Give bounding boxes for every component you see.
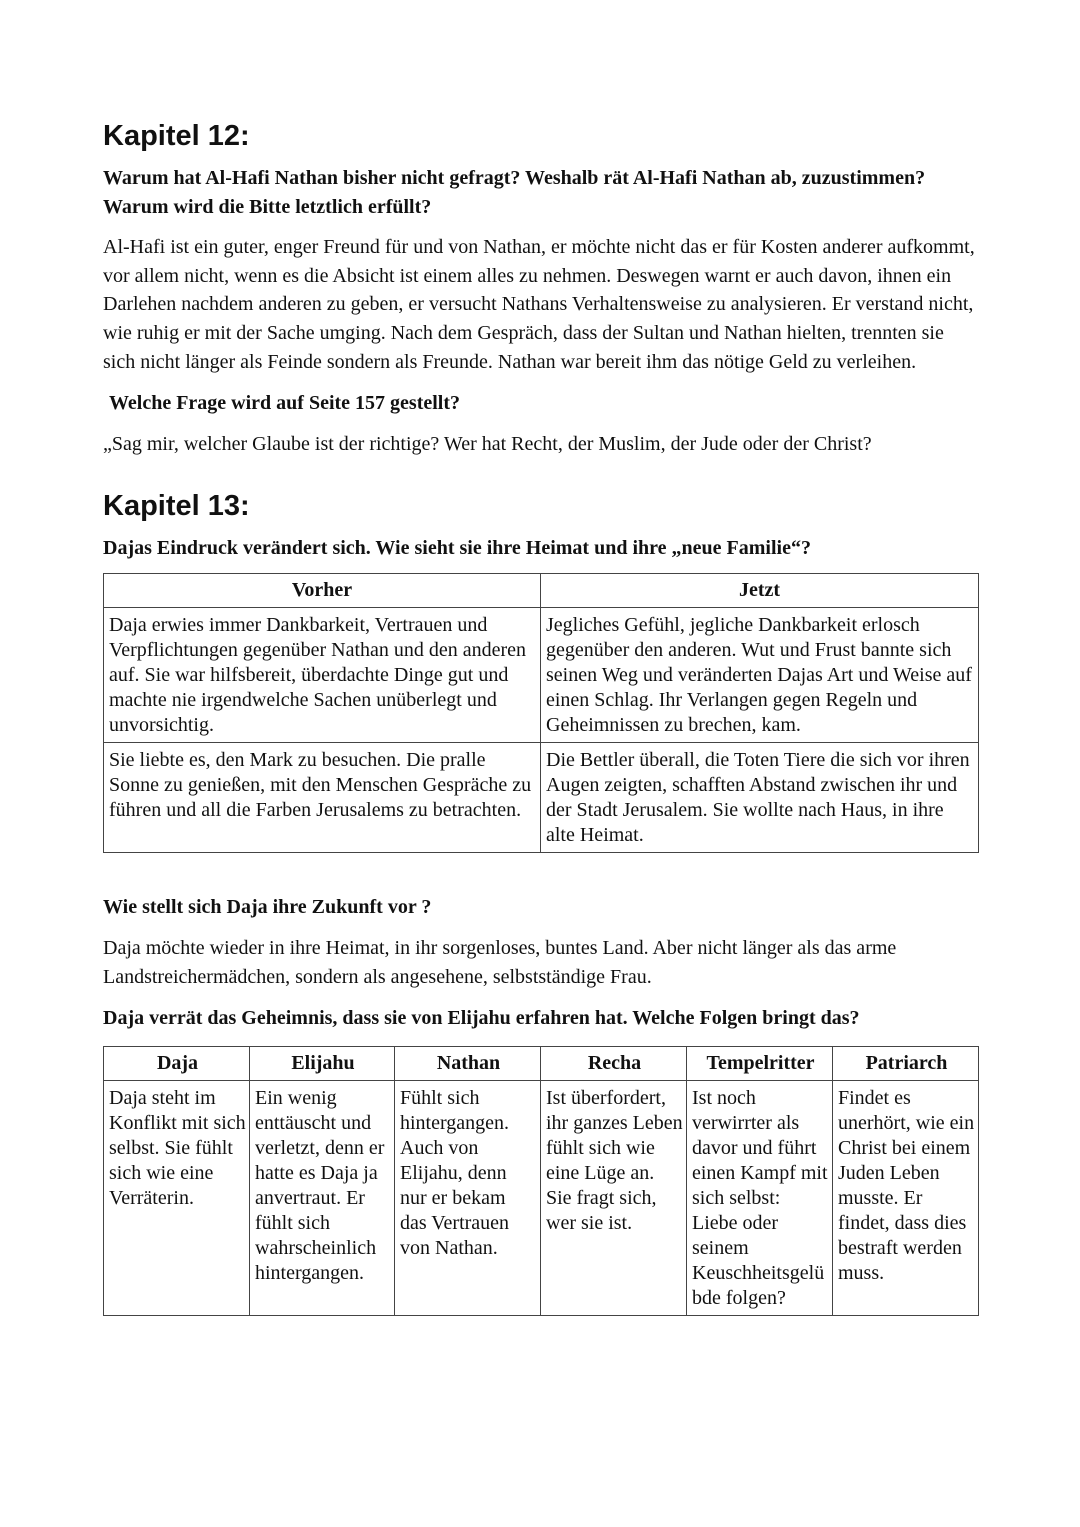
column-header-elijahu: Elijahu bbox=[250, 1046, 395, 1080]
kapitel-13-question-1: Dajas Eindruck verändert sich. Wie sieht sie ihre Heimat und ihre „neue Familie“? bbox=[103, 537, 811, 560]
table-cell: Fühlt sich hintergangen. Auch von Elijahu, denn nur er bekam das Vertrauen von Nathan. bbox=[395, 1080, 541, 1315]
vorher-jetzt-table bbox=[103, 573, 979, 853]
table-header-row bbox=[104, 1046, 979, 1080]
kapitel-13-heading: Kapitel 13: bbox=[103, 490, 250, 523]
kapitel-12-answer-2: „Sag mir, welcher Glaube ist der richtige? Wer hat Recht, der Muslim, der Jude oder der Christ? bbox=[103, 432, 872, 455]
table-row bbox=[104, 743, 979, 853]
table-cell: Daja steht im Konflikt mit sich selbst. Sie fühlt sich wie eine Verräterin. bbox=[104, 1080, 250, 1315]
column-header-jetzt: Jetzt bbox=[541, 574, 979, 608]
table-cell: Jegliches Gefühl, jegliche Dankbarkeit erlosch gegenüber den anderen. Wut und Frust bannte sich seinen Weg und veränderten Dajas Art und Weise auf einen Schlag. Ihr Verlangen gegen Regeln und Geheimnissen zu brechen, kam. bbox=[541, 608, 979, 743]
folgen-table bbox=[103, 1046, 979, 1316]
table-cell: Ist noch verwirrter als davor und führt einen Kampf mit sich selbst: Liebe oder seinem Keuschheitsgelübde folgen? bbox=[687, 1080, 833, 1315]
column-header-daja: Daja bbox=[104, 1046, 250, 1080]
document-page bbox=[103, 118, 978, 1316]
column-header-tempelritter: Tempelritter bbox=[687, 1046, 833, 1080]
column-header-vorher: Vorher bbox=[104, 574, 541, 608]
kapitel-12-heading: Kapitel 12: bbox=[103, 120, 250, 152]
table-cell: Findet es unerhört, wie ein Christ bei einem Juden Leben musste. Er findet, dass dies bestraft werden muss. bbox=[833, 1080, 979, 1315]
column-header-patriarch: Patriarch bbox=[833, 1046, 979, 1080]
column-header-nathan: Nathan bbox=[395, 1046, 541, 1080]
column-header-recha: Recha bbox=[541, 1046, 687, 1080]
table-cell: Ist überfordert, ihr ganzes Leben fühlt sich wie eine Lüge an. Sie fragt sich, wer sie ist. bbox=[541, 1080, 687, 1315]
kapitel-13-answer-2: Daja möchte wieder in ihre Heimat, in ihr sorgenloses, buntes Land. Aber nicht länger als das arme Landstreichermädchen, sondern als angesehene, selbstständige Frau. bbox=[103, 937, 897, 988]
kapitel-12-answer-1: Al-Hafi ist ein guter, enger Freund für und von Nathan, er möchte nicht das er für Kosten anderer aufkommt, vor allem nicht, wenn es die Absicht ist einem alles zu nehmen. Deswegen warnt er auch davon, ihnen ein Darlehen nachdem anderen zu geben, er versucht Nathans Verhaltensweise zu analysieren. Er verstand nicht, wie ruhig er mit der Sache umging. Nach dem Gespräch, dass der Sultan und Nathan hielten, trennten sie sich nicht länger als Feinde sondern als Freunde. Nathan war bereit ihm das nötige Geld zu verleihen. bbox=[103, 236, 975, 373]
table-cell: Sie liebte es, den Mark zu besuchen. Die pralle Sonne zu genießen, mit den Menschen Gespräche zu führen und all die Farben Jerusalems zu betrachten. bbox=[104, 743, 541, 853]
table-row bbox=[104, 1080, 979, 1315]
kapitel-12-question-2: Welche Frage wird auf Seite 157 gestellt? bbox=[109, 391, 461, 414]
kapitel-13-question-3: Daja verrät das Geheimnis, dass sie von Elijahu erfahren hat. Welche Folgen bringt das? bbox=[103, 1006, 860, 1029]
kapitel-13-question-2: Wie stellt sich Daja ihre Zukunft vor ? bbox=[103, 896, 432, 919]
table-header-row bbox=[104, 574, 979, 608]
table-cell: Ein wenig enttäuscht und verletzt, denn er hatte es Daja ja anvertraut. Er fühlt sich wahrscheinlich hintergangen. bbox=[250, 1080, 395, 1315]
table-cell: Daja erwies immer Dankbarkeit, Vertrauen und Verpflichtungen gegenüber Nathan und den anderen auf. Sie war hilfsbereit, überdachte Dinge gut und machte nie irgendwelche Sachen unüberlegt und unvorsichtig. bbox=[104, 608, 541, 743]
table-cell: Die Bettler überall, die Toten Tiere die sich vor ihren Augen zeigten, schafften Abstand zwischen ihr und der Stadt Jerusalem. Sie wollte nach Haus, in ihre alte Heimat. bbox=[541, 743, 979, 853]
table-row bbox=[104, 608, 979, 743]
kapitel-12-question-1: Warum hat Al-Hafi Nathan bisher nicht gefragt? Weshalb rät Al-Hafi Nathan ab, zuzustimmen? Warum wird die Bitte letztlich erfüllt? bbox=[103, 167, 926, 218]
